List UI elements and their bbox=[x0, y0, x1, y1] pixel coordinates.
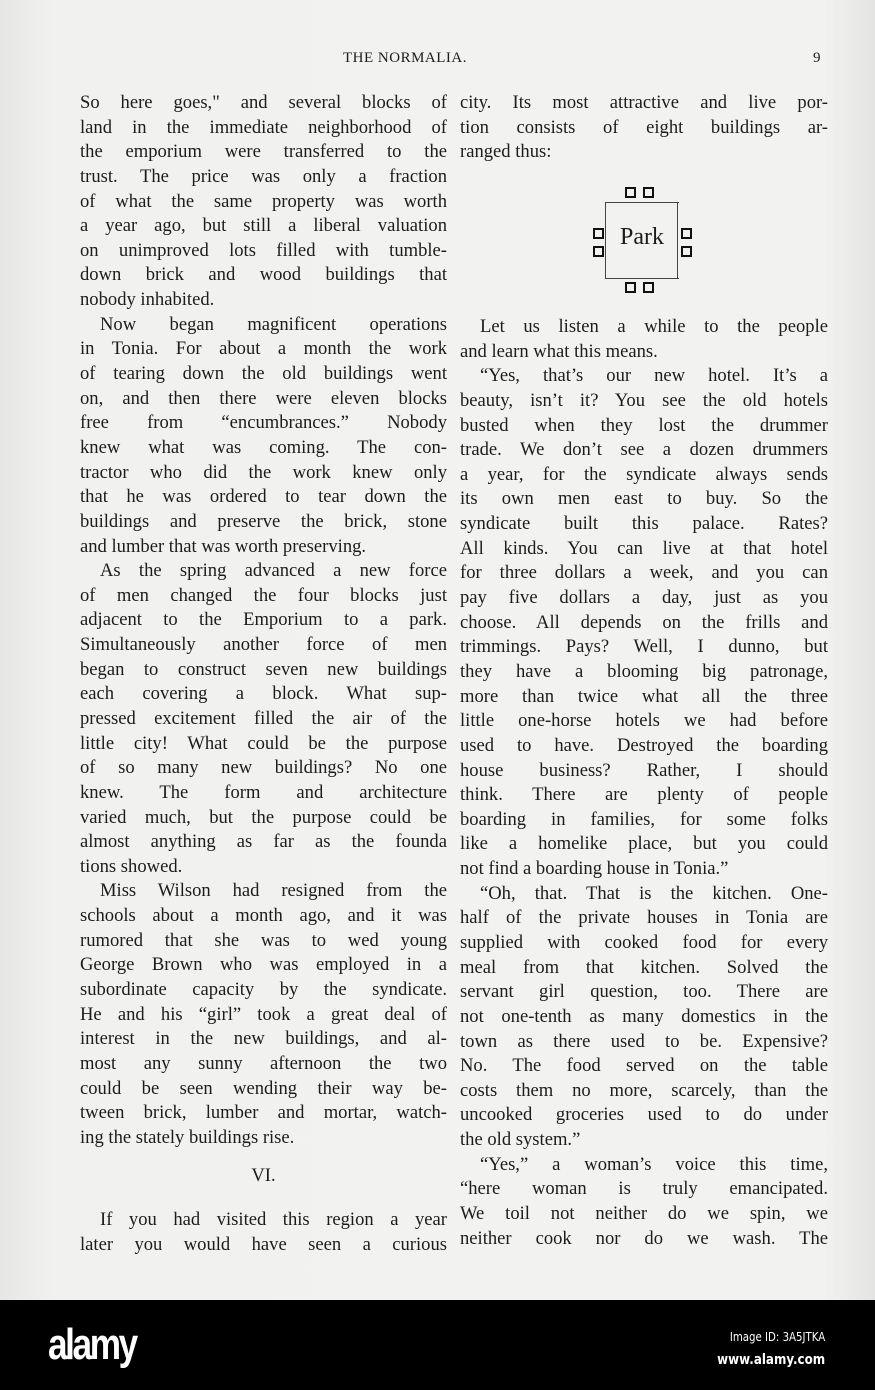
text-line: like a homelike place, but you could bbox=[460, 833, 828, 855]
text-line: town as there used to be. Expensive? bbox=[460, 1030, 828, 1052]
diagram-border-bottom bbox=[605, 278, 679, 279]
text-line: syndicate built this palace. Rates? bbox=[460, 513, 828, 535]
building-square bbox=[593, 228, 604, 239]
building-square bbox=[593, 246, 604, 257]
text-line: supplied with cooked food for every bbox=[460, 932, 828, 953]
text-line: that he was ordered to tear down the bbox=[80, 486, 447, 508]
watermark-footer bbox=[0, 1300, 875, 1390]
text-line: costs them no more, scarcely, than the bbox=[460, 1079, 828, 1101]
text-line: varied much, but the purpose could be bbox=[80, 806, 447, 828]
text-line: beauty, isn’t it? You see the old hotels bbox=[460, 389, 828, 411]
text-line: We toil not neither do we spin, we bbox=[460, 1203, 828, 1225]
text-line: pressed excitement filled the air of the bbox=[80, 708, 447, 729]
text-line: pay five dollars a day, just as you bbox=[460, 587, 828, 609]
park-layout-diagram bbox=[585, 180, 700, 300]
text-line: little city! What could be the purpose bbox=[80, 732, 447, 754]
text-line: trust. The price was only a fraction bbox=[80, 165, 447, 187]
text-line: of tearing down the old buildings went bbox=[80, 363, 447, 385]
building-square bbox=[643, 282, 654, 293]
text-line: “here woman is truly emancipated. bbox=[460, 1178, 828, 1200]
text-line: servant girl question, too. There are bbox=[460, 981, 828, 1003]
text-line: boarding in families, for some folks bbox=[460, 808, 828, 830]
text-line: each covering a block. What sup- bbox=[80, 683, 447, 705]
text-line: the old system.” bbox=[460, 1129, 581, 1151]
text-line: in Tonia. For about a month the work bbox=[80, 338, 447, 360]
text-line: on, and then there were eleven blocks bbox=[80, 387, 447, 409]
text-line: uncooked groceries used to do under bbox=[460, 1104, 828, 1126]
text-line: schools about a month ago, and it was bbox=[80, 905, 447, 927]
text-line: busted when they lost the drummer bbox=[460, 414, 828, 436]
text-line: meal from that kitchen. Solved the bbox=[460, 956, 828, 978]
text-line: most any sunny afternoon the two bbox=[80, 1052, 447, 1074]
text-line: tions showed. bbox=[80, 855, 183, 877]
text-line: ing the stately buildings rise. bbox=[80, 1126, 295, 1148]
text-line: nobody inhabited. bbox=[80, 289, 215, 311]
text-line: As the spring advanced a new force bbox=[100, 560, 447, 582]
text-line: think. There are plenty of people bbox=[460, 784, 828, 806]
text-line: George Brown who was employed in a bbox=[80, 954, 447, 976]
text-line: not find a boarding house in Tonia.” bbox=[460, 858, 729, 880]
text-line: buildings and preserve the brick, stone bbox=[80, 510, 447, 532]
running-header: THE NORMALIA. bbox=[343, 50, 467, 66]
text-line: of men changed the four blocks just bbox=[80, 584, 447, 606]
site-url: www.alamy.com bbox=[716, 1352, 825, 1368]
text-line: He and his “girl” took a great deal of bbox=[80, 1003, 447, 1025]
text-line: for three dollars a week, and you can bbox=[460, 562, 828, 584]
text-line: more than twice what all the three bbox=[460, 685, 828, 707]
text-line: Now began magnificent operations bbox=[100, 313, 447, 335]
text-line: knew what was coming. The con- bbox=[80, 436, 447, 458]
text-line: could be seen wending their way be- bbox=[80, 1077, 447, 1099]
image-id: Image ID: 3A5JTKA bbox=[729, 1330, 825, 1344]
building-square bbox=[681, 246, 692, 257]
text-line: “Yes,” a woman’s voice this time, bbox=[480, 1153, 828, 1175]
building-square bbox=[625, 282, 636, 293]
text-line: Simultaneously another force of men bbox=[80, 634, 447, 656]
text-line: choose. All depends on the frills and bbox=[460, 611, 828, 633]
page-number: 9 bbox=[813, 50, 821, 66]
text-line: free from “encumbrances.” Nobody bbox=[80, 412, 447, 434]
building-square bbox=[625, 187, 636, 198]
text-line: they have a blooming big patronage, bbox=[460, 660, 828, 682]
text-line: tween brick, lumber and mortar, watch- bbox=[80, 1102, 447, 1124]
text-line: trimmings. Pays? Well, I dunno, but bbox=[460, 636, 828, 658]
text-line: almost anything as far as the founda bbox=[80, 831, 447, 853]
text-line: trade. We don’t see a dozen drummers bbox=[460, 439, 828, 461]
text-line: down brick and wood buildings that bbox=[80, 264, 447, 286]
text-line: tion consists of eight buildings ar- bbox=[460, 116, 828, 138]
text-line: not one-tenth as many domestics in the bbox=[460, 1005, 828, 1027]
text-line: city. Its most attractive and live por- bbox=[460, 92, 828, 113]
text-line: So here goes," and several blocks of bbox=[80, 92, 447, 113]
building-square bbox=[681, 228, 692, 239]
text-line: on unimproved lots filled with tumble- bbox=[80, 239, 447, 261]
text-line: knew. The form and architecture bbox=[80, 781, 447, 803]
text-line: later you would have seen a curious bbox=[80, 1233, 447, 1255]
text-line: “Yes, that’s our new hotel. It’s a bbox=[480, 365, 828, 387]
text-line: a year ago, but still a liberal valuation bbox=[80, 215, 447, 237]
text-line: little one-horse hotels we had before bbox=[460, 710, 828, 732]
text-line: a year, for the syndicate always sends bbox=[460, 463, 828, 485]
text-line: Miss Wilson had resigned from the bbox=[100, 880, 447, 902]
text-line: adjacent to the Emporium to a park. bbox=[80, 609, 447, 631]
text-line: neither cook nor do we wash. The bbox=[460, 1227, 828, 1249]
building-square bbox=[643, 187, 654, 198]
text-line: and lumber that was worth preserving. bbox=[80, 535, 367, 557]
text-line: rumored that she was to wed young bbox=[80, 929, 447, 951]
section-heading: VI. bbox=[251, 1165, 276, 1186]
text-line: All kinds. You can live at that hotel bbox=[460, 537, 828, 559]
text-line: the emporium were transferred to the bbox=[80, 141, 447, 163]
text-line: land in the immediate neighborhood of bbox=[80, 116, 447, 138]
text-line: tractor who did the work knew only bbox=[80, 461, 447, 483]
text-line: house business? Rather, I should bbox=[460, 759, 828, 781]
text-line: and learn what this means. bbox=[460, 340, 658, 362]
text-line: interest in the new buildings, and al- bbox=[80, 1028, 447, 1050]
text-line: its own men east to buy. So the bbox=[460, 488, 828, 510]
text-line: used to have. Destroyed the boarding bbox=[460, 734, 828, 756]
diagram-border-top bbox=[605, 202, 679, 203]
text-line: ranged thus: bbox=[460, 141, 552, 163]
alamy-logo: alamy bbox=[48, 1320, 136, 1369]
text-line: subordinate capacity by the syndicate. bbox=[80, 979, 447, 1001]
text-line: If you had visited this region a year bbox=[100, 1209, 447, 1230]
text-line: began to construct seven new buildings bbox=[80, 658, 447, 680]
text-line: Let us listen a while to the people bbox=[480, 316, 828, 337]
text-line: of so many new buildings? No one bbox=[80, 757, 447, 779]
text-line: “Oh, that. That is the kitchen. One- bbox=[480, 882, 828, 904]
park-label: Park bbox=[620, 224, 664, 250]
text-line: of what the same property was worth bbox=[80, 190, 447, 212]
text-line: No. The food served on the table bbox=[460, 1055, 828, 1077]
text-line: half of the private houses in Tonia are bbox=[460, 907, 828, 929]
